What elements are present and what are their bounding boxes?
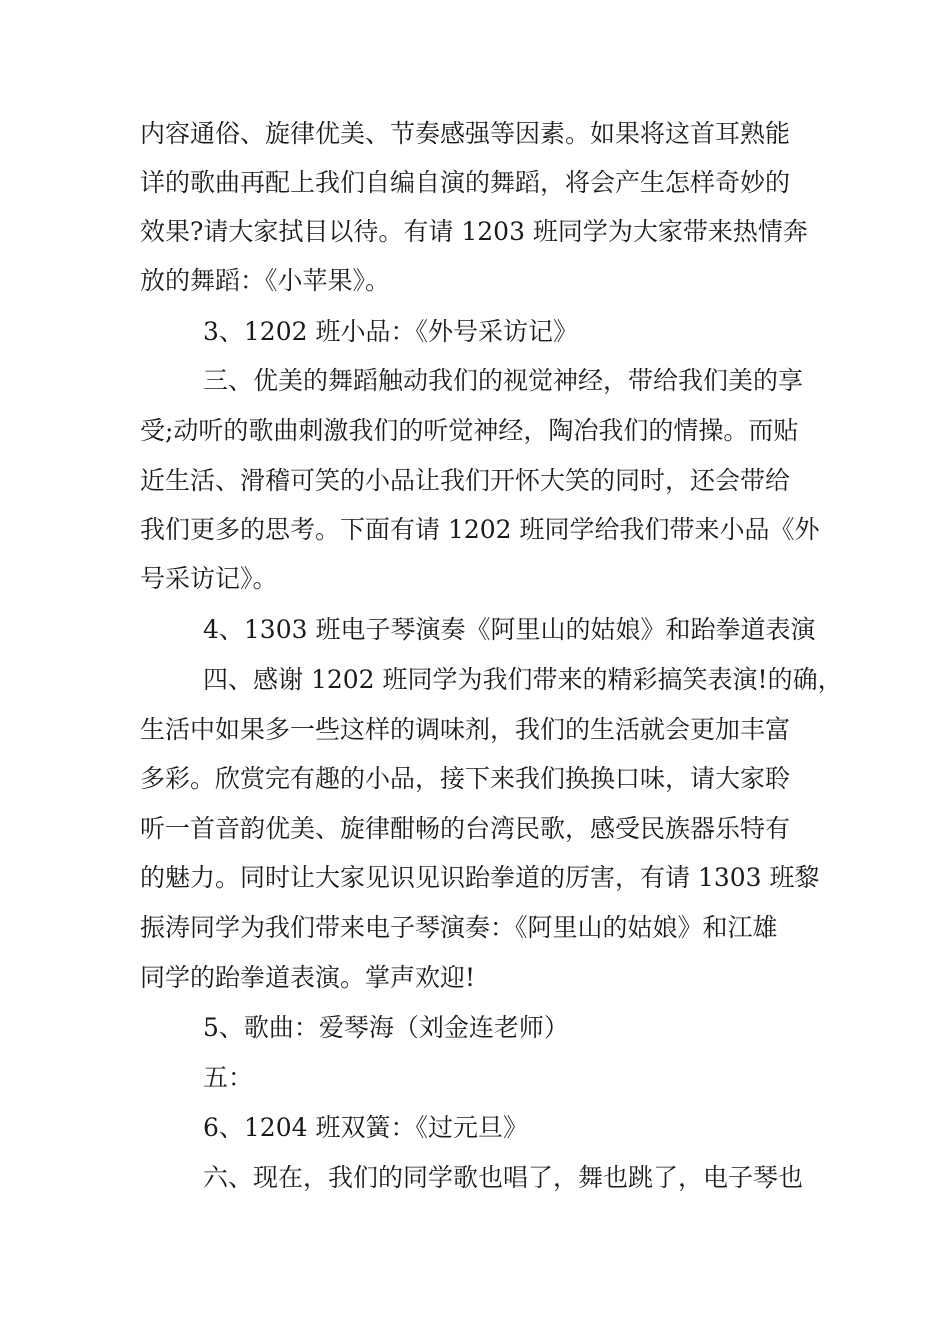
program-item-heading: 4、1303 班电子琴演奏《阿里山的姑娘》和跆拳道表演 [203,615,816,644]
text-line: 受;动听的歌曲刺激我们的听觉神经，陶冶我们的情操。而贴 [140,416,799,445]
program-item-heading: 3、1202 班小品：《外号采访记》 [203,317,578,346]
text-line: 多彩。欣赏完有趣的小品，接下来我们换换口味，请大家聆 [140,764,791,793]
text-line: 号采访记》。 [140,564,278,593]
text-line: 的魅力。同时让大家见识见识跆拳道的厉害，有请 1303 班黎 [140,863,820,892]
text-line: 内容通俗、旋律优美、节奏感强等因素。如果将这首耳熟能 [140,119,791,148]
text-line: 听一首音韵优美、旋律酣畅的台湾民歌，感受民族器乐特有 [140,814,791,843]
paragraph-first-line: 六、现在，我们的同学歌也唱了，舞也跳了，电子琴也 [203,1163,804,1192]
text-line: 同学的跆拳道表演。掌声欢迎! [140,963,476,992]
paragraph-first-line: 三、优美的舞蹈触动我们的视觉神经，带给我们美的享 [203,366,804,395]
text-line: 放的舞蹈：《小苹果》。 [140,266,391,295]
text-line: 我们更多的思考。下面有请 1202 班同学给我们带来小品《外 [140,515,820,544]
program-item-heading: 5、歌曲：爱琴海（刘金连老师） [203,1013,569,1042]
paragraph-first-line: 四、感谢 1202 班同学为我们带来的精彩搞笑表演!的确， [203,665,843,694]
text-line: 详的歌曲再配上我们自编自演的舞蹈，将会产生怎样奇妙的 [140,168,791,197]
program-item-heading: 6、1204 班双簧：《过元旦》 [203,1113,528,1142]
text-line: 生活中如果多一些这样的调味剂，我们的生活就会更加丰富 [140,715,791,744]
section-heading: 五： [203,1063,254,1092]
text-line: 近生活、滑稽可笑的小品让我们开怀大笑的同时，还会带给 [140,466,791,495]
text-line: 振涛同学为我们带来电子琴演奏：《阿里山的姑娘》和江雄 [140,913,778,942]
text-line: 效果?请大家拭目以待。有请 1203 班同学为大家带来热情奔 [140,217,808,246]
